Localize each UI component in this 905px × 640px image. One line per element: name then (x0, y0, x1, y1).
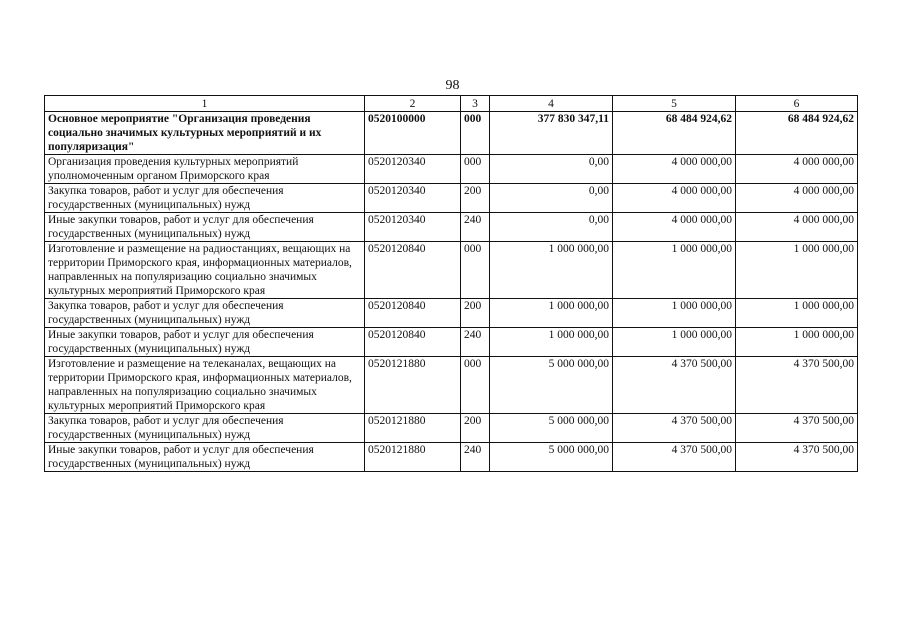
row-expense-type-cell: 000 (461, 112, 490, 155)
table-row (45, 155, 858, 184)
row-expense-type-cell: 200 (461, 414, 490, 443)
row-code-cell: 0520120340 (365, 213, 461, 242)
row-amount-col5-cell: 1 000 000,00 (613, 299, 736, 328)
row-expense-type-cell: 200 (461, 184, 490, 213)
row-code-cell: 0520121880 (365, 443, 461, 472)
row-amount-col5-cell: 4 370 500,00 (613, 357, 736, 414)
table-row (45, 328, 858, 357)
row-code-cell: 0520121880 (365, 414, 461, 443)
table-row (45, 357, 858, 414)
table-row (45, 213, 858, 242)
row-name-cell: Закупка товаров, работ и услуг для обеспечения государственных (муниципальных) нужд (45, 299, 365, 328)
row-expense-type-cell: 000 (461, 242, 490, 299)
row-expense-type-cell: 000 (461, 155, 490, 184)
table-row (45, 184, 858, 213)
column-number-row (45, 96, 858, 112)
row-name-cell: Закупка товаров, работ и услуг для обеспечения государственных (муниципальных) нужд (45, 184, 365, 213)
row-amount-col4-cell: 0,00 (490, 213, 613, 242)
row-name-cell: Иные закупки товаров, работ и услуг для обеспечения государственных (муниципальных) нужд (45, 213, 365, 242)
row-amount-col4-cell: 0,00 (490, 155, 613, 184)
row-amount-col5-cell: 1 000 000,00 (613, 328, 736, 357)
row-name-cell: Организация проведения культурных мероприятий уполномоченным органом Приморского края (45, 155, 365, 184)
row-code-cell: 0520120840 (365, 299, 461, 328)
row-amount-col5-cell: 4 370 500,00 (613, 443, 736, 472)
row-code-cell: 0520120340 (365, 155, 461, 184)
row-amount-col4-cell: 1 000 000,00 (490, 242, 613, 299)
row-amount-col4-cell: 377 830 347,11 (490, 112, 613, 155)
row-amount-col5-cell: 4 000 000,00 (613, 155, 736, 184)
row-amount-col4-cell: 1 000 000,00 (490, 299, 613, 328)
row-expense-type-cell: 240 (461, 213, 490, 242)
row-amount-col5-cell: 1 000 000,00 (613, 242, 736, 299)
row-code-cell: 0520121880 (365, 357, 461, 414)
row-amount-col4-cell: 5 000 000,00 (490, 357, 613, 414)
row-amount-col6-cell: 1 000 000,00 (736, 242, 858, 299)
column-header: 2 (365, 96, 461, 112)
row-amount-col5-cell: 68 484 924,62 (613, 112, 736, 155)
column-header: 4 (490, 96, 613, 112)
row-code-cell: 0520100000 (365, 112, 461, 155)
row-expense-type-cell: 240 (461, 328, 490, 357)
row-name-cell: Изготовление и размещение на радиостанциях, вещающих на территории Приморского края, информационных материалов, направленных на популяризацию социально значимых культурных мероприятий Приморского края (45, 242, 365, 299)
column-header: 6 (736, 96, 858, 112)
column-header: 3 (461, 96, 490, 112)
table-row (45, 299, 858, 328)
row-amount-col5-cell: 4 370 500,00 (613, 414, 736, 443)
row-amount-col4-cell: 1 000 000,00 (490, 328, 613, 357)
row-amount-col4-cell: 0,00 (490, 184, 613, 213)
page-number: 98 (445, 78, 460, 93)
table-row (45, 242, 858, 299)
row-expense-type-cell: 000 (461, 357, 490, 414)
row-name-cell: Иные закупки товаров, работ и услуг для обеспечения государственных (муниципальных) нужд (45, 443, 365, 472)
row-amount-col5-cell: 4 000 000,00 (613, 184, 736, 213)
table-body (45, 112, 858, 472)
budget-table (44, 95, 858, 472)
row-amount-col4-cell: 5 000 000,00 (490, 414, 613, 443)
row-code-cell: 0520120840 (365, 328, 461, 357)
row-amount-col6-cell: 68 484 924,62 (736, 112, 858, 155)
row-amount-col6-cell: 4 370 500,00 (736, 443, 858, 472)
row-code-cell: 0520120840 (365, 242, 461, 299)
row-amount-col6-cell: 1 000 000,00 (736, 328, 858, 357)
row-amount-col6-cell: 1 000 000,00 (736, 299, 858, 328)
column-header: 1 (45, 96, 365, 112)
row-amount-col5-cell: 4 000 000,00 (613, 213, 736, 242)
row-amount-col6-cell: 4 000 000,00 (736, 213, 858, 242)
row-name-cell: Иные закупки товаров, работ и услуг для обеспечения государственных (муниципальных) нужд (45, 328, 365, 357)
row-name-cell: Закупка товаров, работ и услуг для обеспечения государственных (муниципальных) нужд (45, 414, 365, 443)
row-amount-col6-cell: 4 370 500,00 (736, 357, 858, 414)
table-row (45, 414, 858, 443)
table-row (45, 443, 858, 472)
row-amount-col6-cell: 4 000 000,00 (736, 184, 858, 213)
table-row (45, 112, 858, 155)
row-name-cell: Изготовление и размещение на телеканалах, вещающих на территории Приморского края, информационных материалов, направленных на популяризацию социально значимых культурных мероприятий Приморского края (45, 357, 365, 414)
row-expense-type-cell: 240 (461, 443, 490, 472)
column-header: 5 (613, 96, 736, 112)
row-name-cell: Основное мероприятие "Организация проведения социально значимых культурных мероприятий и их популяризация" (45, 112, 365, 155)
row-expense-type-cell: 200 (461, 299, 490, 328)
row-amount-col4-cell: 5 000 000,00 (490, 443, 613, 472)
row-code-cell: 0520120340 (365, 184, 461, 213)
row-amount-col6-cell: 4 000 000,00 (736, 155, 858, 184)
row-amount-col6-cell: 4 370 500,00 (736, 414, 858, 443)
